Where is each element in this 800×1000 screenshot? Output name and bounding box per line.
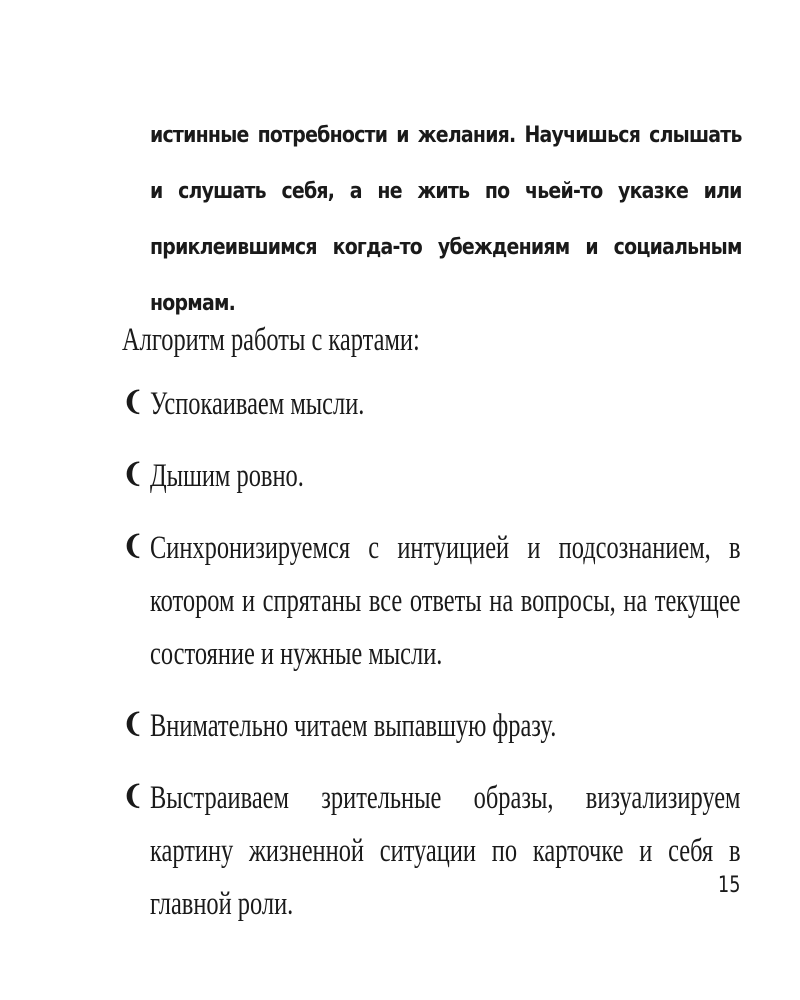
step-text: Внимательно читаем выпавшую фразу. xyxy=(150,708,557,744)
crescent-bullet-icon: ❨ xyxy=(122,459,144,489)
crescent-bullet-icon: ❨ xyxy=(122,531,144,561)
list-item xyxy=(122,772,742,931)
list-item xyxy=(122,700,742,753)
list-item xyxy=(122,522,742,681)
algorithm-heading: Алгоритм работы с картами: xyxy=(122,322,420,358)
crescent-bullet-icon: ❨ xyxy=(122,387,144,417)
page-number: 15 xyxy=(718,873,741,898)
step-text: Выстраиваем зрительные образы, визуализируем картину жизненной ситуации по карточке и себя в главной роли. xyxy=(150,780,741,922)
step-text: Дышим ровно. xyxy=(150,458,304,494)
crescent-bullet-icon: ❨ xyxy=(122,709,144,739)
steps-list xyxy=(122,378,742,950)
intro-paragraph: истинные потребности и желания. Научишься слышать и слушать себя, а не жить по чьей-то указке или приклеившимся когда-то убеждениям и социальным нормам. xyxy=(150,123,742,316)
crescent-bullet-icon: ❨ xyxy=(122,781,144,811)
step-text: Синхронизируемся с интуицией и подсознанием, в котором и спрятаны все ответы на вопросы, на текущее состояние и нужные мысли. xyxy=(150,530,741,672)
step-text: Успокаиваем мысли. xyxy=(150,386,365,422)
list-item xyxy=(122,378,742,431)
list-item xyxy=(122,450,742,503)
